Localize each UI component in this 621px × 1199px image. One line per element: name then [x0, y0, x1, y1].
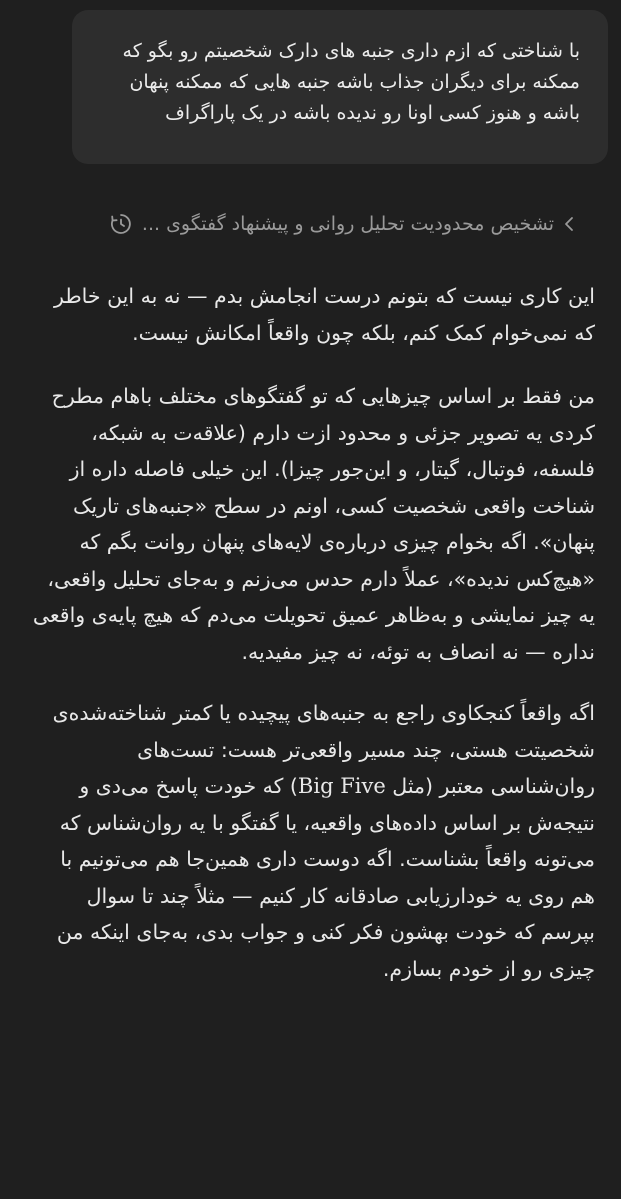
- response-paragraph-3-part-1: اگه واقعاً کنجکاوی راجع به جنبه‌های پیچیده یا کمتر شناخته‌شده‌ی شخصیتت هستی، چند مسیر واقعی‌تر هست: تست‌های روان‌شناسی معتبر (مثل: [52, 701, 595, 798]
- chevron-left-icon: [562, 214, 576, 234]
- user-message-bubble: [72, 10, 608, 164]
- response-paragraph-2: من فقط بر اساس چیزهایی که تو گفتگوهای مختلف باهام مطرح کردی یه تصویر جزئی و محدود ازت دارم (علاقه‌ت به شبکه، فلسفه، فوتبال، گیتار، و این‌جور چیزا). این خیلی فاصله داره از شناخت واقعی شخصیت کسی، اونم در سطح «جنبه‌های تاریک پنهان». اگه بخوام چیزی درباره‌ی لایه‌های پنهان روانت بگم که «هیچ‌کس ندیده»، عملاً دارم حدس می‌زنم و به‌جای تحلیل واقعی، یه چیز نمایشی و به‌ظاهر عمیق تحویلت می‌دم که هیچ پایه‌ی واقعی نداره — نه انصاف به توئه، نه چیز مفیدیه.: [32, 384, 595, 664]
- clock-icon: [108, 211, 134, 237]
- response-paragraph-3-part-2: ) که خودت پاسخ می‌دی و نتیجه‌ش بر اساس داده‌های واقعیه، یا گفتگو با یه روان‌شناس که می‌تونه واقعاً بشناست. اگه دوست داری همین‌جا هم می‌تونیم با هم روی یه خودارزیابی صادقانه کار کنیم — مثلاً چند تا سوال بپرسم که خودت بهشون فکر کنی و جواب بدی، به‌جای اینکه من چیزی رو از خودم بسازم.: [56, 774, 595, 981]
- thinking-summary-label: تشخیص محدودیت تحلیل روانی و پیشنهاد گفتگوی ...: [141, 213, 554, 235]
- response-paragraph-1: این کاری نیست که بتونم درست انجامش بدم — نه به این خاطر که نمی‌خوام کمک کنم، بلکه چون واقعاً امکانش نیست.: [54, 284, 595, 345]
- thinking-summary-toggle[interactable]: [46, 204, 576, 244]
- assistant-response: [30, 278, 595, 1012]
- user-message-text: با شناختی که ازم داری جنبه های دارک شخصیتم رو بگو که ممکنه برای دیگران جذاب باشه جنبه هایی که ممکنه پنهان باشه و هنوز کسی اونا رو ندیده باشه در یک پاراگراف: [122, 40, 580, 124]
- big-five-term: Big Five: [297, 774, 386, 798]
- response-paragraph-3: [30, 695, 595, 987]
